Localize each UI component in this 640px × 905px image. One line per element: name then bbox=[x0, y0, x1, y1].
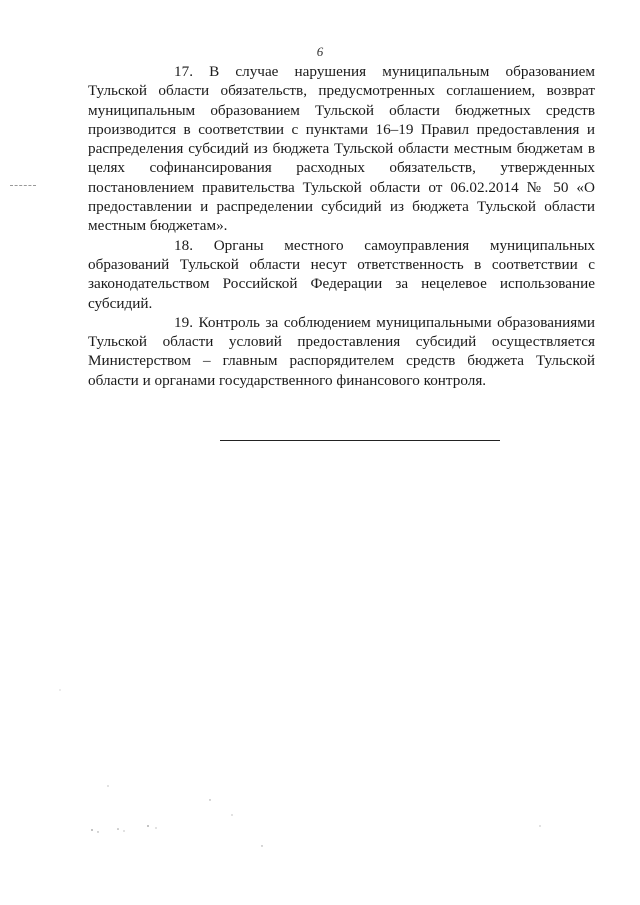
paragraph-text: Органы местного самоуправления муниципальных образований Тульской области несут ответственность в соответствии с законодательством Российской Федерации за нецелевое использование субсидий. bbox=[88, 236, 596, 312]
paragraph-18 bbox=[88, 236, 595, 313]
paragraph-number: 19. bbox=[174, 313, 193, 331]
paragraph-number: 18. bbox=[174, 236, 193, 254]
paragraph-text: В случае нарушения муниципальным образованием Тульской области обязательств, предусмотренных соглашением, возврат муниципальным образованием Тульской области бюджетных средств производится в соответствии с пунктами 16–19 Правил предоставления и распределения субсидий из бюджета Тульской области местным бюджетам в целях софинансирования расходных обязательств, утвержденных постановлением правительства Тульской области от 06.02.2014 № 50 «О предоставлении и распределении субсидий из бюджета Тульской области местным бюджетам». bbox=[88, 63, 596, 235]
paragraph-17 bbox=[88, 62, 595, 236]
document-body bbox=[88, 62, 595, 390]
margin-scan-mark bbox=[10, 185, 36, 186]
paragraph-number: 17. bbox=[174, 63, 193, 80]
page-number: 6 bbox=[316, 44, 324, 59]
paragraph-19 bbox=[88, 313, 595, 390]
paragraph-text: Контроль за соблюдением муниципальными образованиями Тульской области условий предоставления субсидий осуществляется Министерством – главным распорядителем средств бюджета Тульской области и органами государственного финансового контроля. bbox=[88, 313, 595, 389]
closing-separator-line bbox=[220, 440, 500, 441]
